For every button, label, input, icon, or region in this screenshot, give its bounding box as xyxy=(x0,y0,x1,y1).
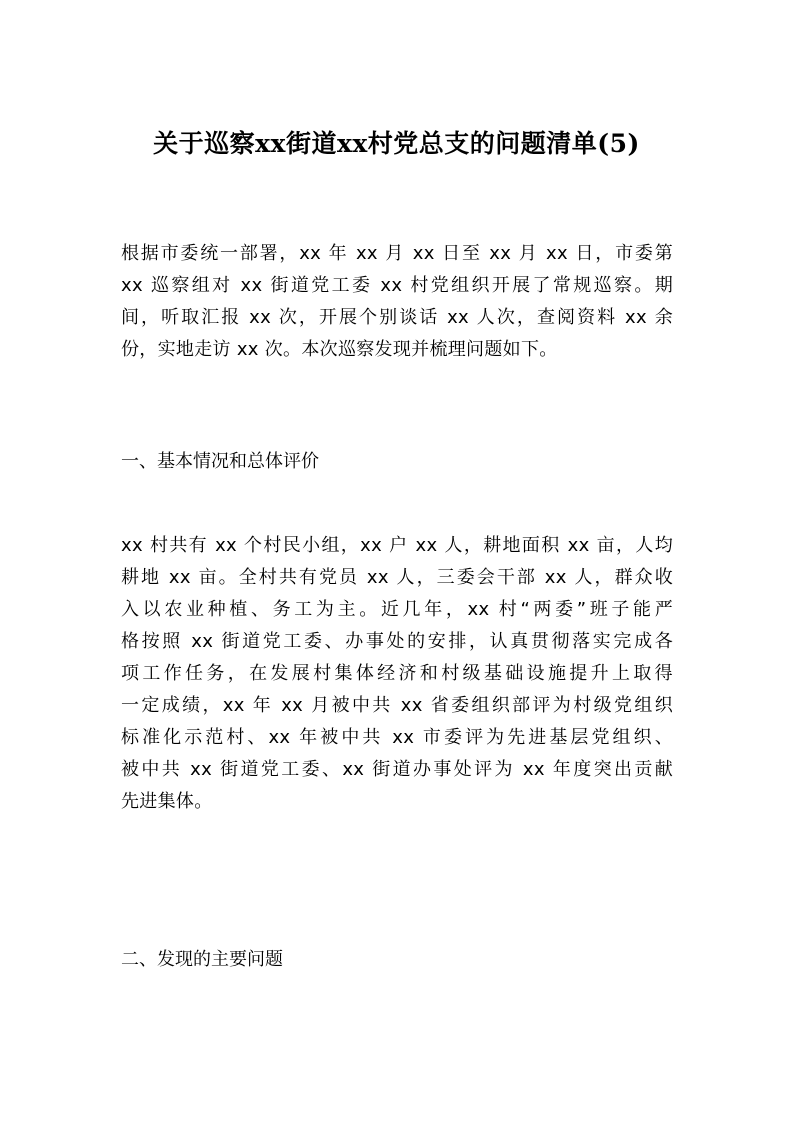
intro-line: 份，实地走访 xx 次。本次巡察发现并梳理问题如下。 xyxy=(121,339,558,360)
intro-line: 间，听取汇报 xx 次，开展个别谈话 xx 人次，查阅资料 xx 余 xyxy=(121,307,673,328)
intro-paragraph xyxy=(121,238,673,366)
section1-line: 格按照 xx 街道党工委、办事处的安排，认真贯彻落实完成各 xyxy=(121,631,673,652)
section1-line: 耕地 xx 亩。全村共有党员 xx 人，三委会干部 xx 人，群众收 xyxy=(121,567,673,588)
section1-line: 先进集体。 xyxy=(121,791,213,812)
section-heading-2: 二、发现的主要问题 xyxy=(121,949,283,970)
intro-line: xx 巡察组对 xx 街道党工委 xx 村党组织开展了常规巡察。期 xyxy=(121,275,673,296)
section1-line: xx 村共有 xx 个村民小组，xx 户 xx 人，耕地面积 xx 亩，人均 xyxy=(121,535,673,556)
section-heading-1: 一、基本情况和总体评价 xyxy=(121,451,319,472)
section1-line: 项工作任务，在发展村集体经济和村级基础设施提升上取得 xyxy=(121,663,673,684)
document-title: 关于巡察xx街道xx村党总支的问题清单(5) xyxy=(153,129,640,158)
section1-line: 被中共 xx 街道党工委、xx 街道办事处评为 xx 年度突出贡献 xyxy=(121,759,673,780)
section1-line: 入以农业种植、务工为主。近几年，xx 村“两委”班子能严 xyxy=(121,599,673,620)
intro-line: 根据市委统一部署，xx 年 xx 月 xx 日至 xx 月 xx 日，市委第 xyxy=(121,243,673,264)
section1-line: 标准化示范村、xx 年被中共 xx 市委评为先进基层党组织、 xyxy=(121,727,673,748)
section1-paragraph xyxy=(121,530,673,818)
section1-line: 一定成绩，xx 年 xx 月被中共 xx 省委组织部评为村级党组织 xyxy=(121,695,673,716)
